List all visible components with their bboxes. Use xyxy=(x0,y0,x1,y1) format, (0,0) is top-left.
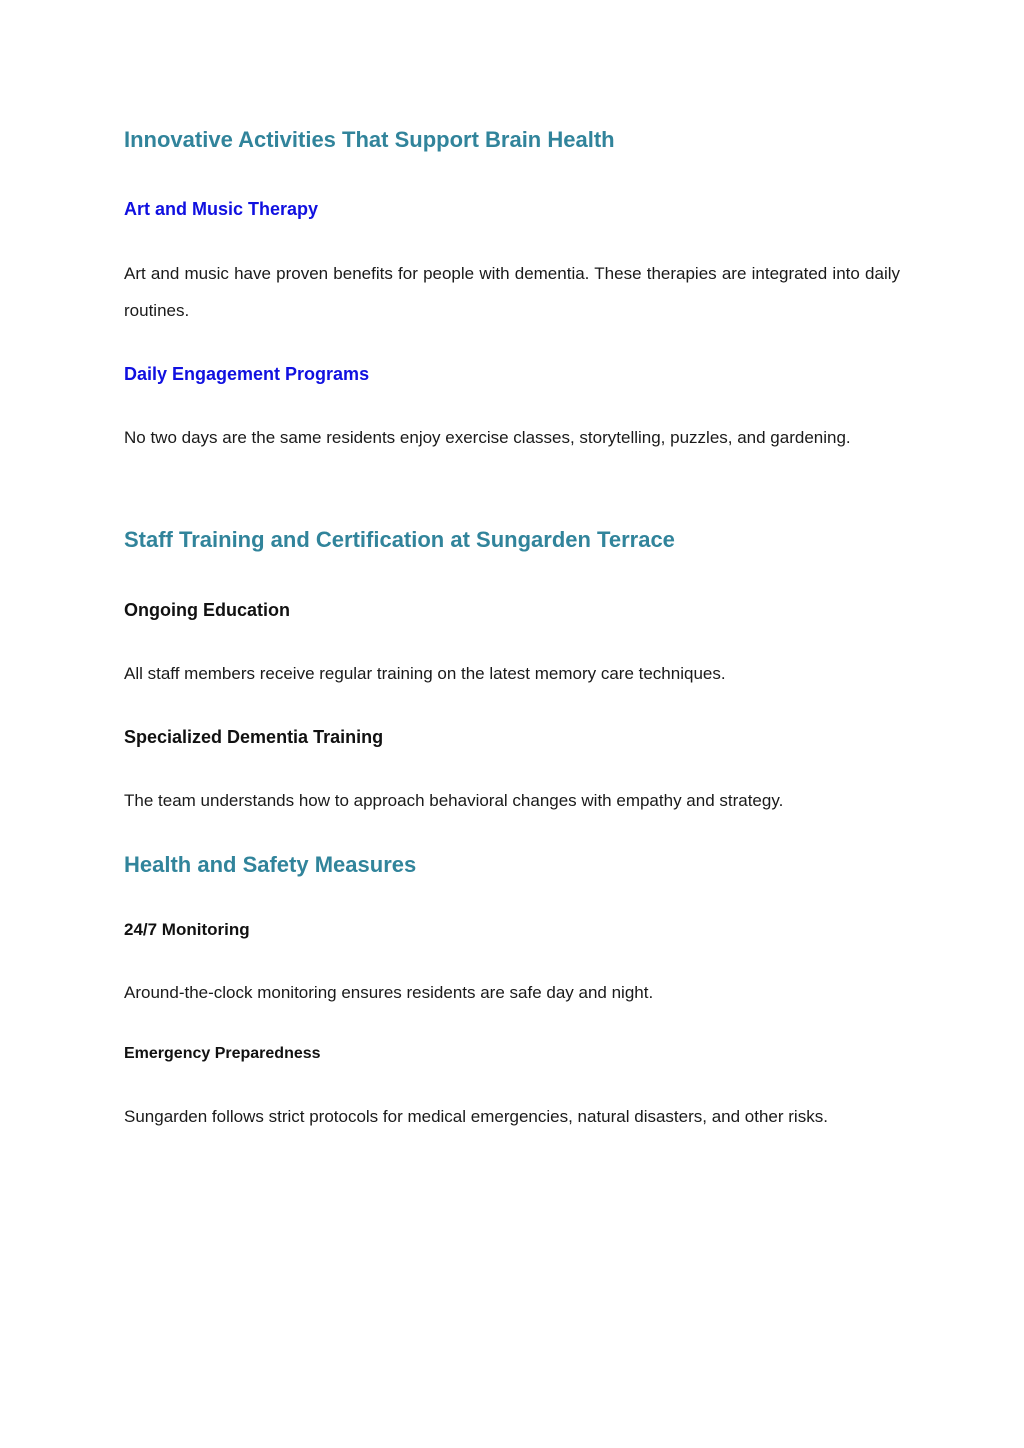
subheading-specialized-dementia-training: Specialized Dementia Training xyxy=(124,727,384,747)
section-heading-brain-health: Innovative Activities That Support Brain Health xyxy=(124,127,615,152)
subheading-ongoing-education: Ongoing Education xyxy=(124,600,290,620)
subheading-art-music-therapy: Art and Music Therapy xyxy=(124,199,319,219)
paragraph-ongoing-education: All staff members receive regular training on the latest memory care techniques. xyxy=(124,664,726,683)
paragraph-monitoring: Around-the-clock monitoring ensures residents are safe day and night. xyxy=(124,983,654,1002)
section-heading-health-safety: Health and Safety Measures xyxy=(124,852,417,877)
subheading-emergency-preparedness: Emergency Preparedness xyxy=(124,1045,321,1062)
subheading-daily-engagement: Daily Engagement Programs xyxy=(124,364,370,384)
paragraph-art-music-therapy: Art and music have proven benefits for people with dementia. These therapies are integrated into daily routines. xyxy=(124,264,900,320)
subheading-monitoring: 24/7 Monitoring xyxy=(124,920,250,939)
section-heading-staff-training: Staff Training and Certification at Sungarden Terrace xyxy=(124,527,675,552)
paragraph-emergency-preparedness: Sungarden follows strict protocols for medical emergencies, natural disasters, and other risks. xyxy=(124,1107,828,1126)
paragraph-daily-engagement: No two days are the same residents enjoy exercise classes, storytelling, puzzles, and gardening. xyxy=(124,428,851,447)
paragraph-specialized-dementia-training: The team understands how to approach behavioral changes with empathy and strategy. xyxy=(124,791,784,810)
